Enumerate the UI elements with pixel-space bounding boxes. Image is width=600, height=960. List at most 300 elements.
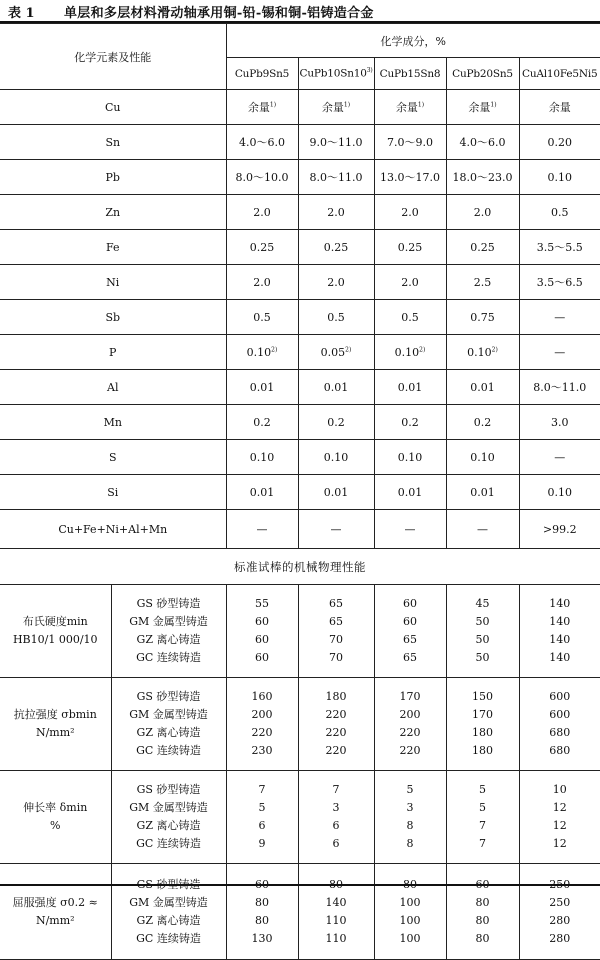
element-name: Si <box>107 486 118 499</box>
mechanical-value-cell <box>519 864 600 960</box>
mechanical-value-cell <box>374 678 446 771</box>
value-text: 2.0 <box>253 206 271 219</box>
value-text: 0.5 <box>401 311 419 324</box>
header-group-cell <box>226 24 600 58</box>
composition-value <box>446 195 519 230</box>
mechanical-value: 10 <box>520 781 600 799</box>
mechanical-value-cell <box>446 678 519 771</box>
composition-value <box>446 90 519 125</box>
bottom-rule <box>0 884 600 886</box>
composition-value <box>519 510 600 549</box>
mechanical-value: 7 <box>299 781 374 799</box>
value-text: 0.25 <box>324 241 349 254</box>
alloy-header <box>446 58 519 90</box>
mechanical-group <box>0 585 600 678</box>
value-footnote: 2) <box>419 346 425 353</box>
alloy-name: CuAl10Fe5Ni5 <box>522 68 598 80</box>
composition-value <box>298 475 374 510</box>
composition-row <box>0 230 600 265</box>
mechanical-value: 65 <box>299 613 374 631</box>
composition-value <box>446 475 519 510</box>
composition-row <box>0 405 600 440</box>
value-text: 0.10 <box>467 346 492 359</box>
composition-value <box>519 440 600 475</box>
mechanical-group <box>0 678 600 771</box>
mechanical-value: 220 <box>375 742 446 760</box>
mechanical-value: 65 <box>375 649 446 667</box>
composition-row <box>0 510 600 549</box>
alloy-name: CuPb9Sn5 <box>235 68 289 80</box>
method-cell <box>111 678 226 771</box>
mechanical-value-cell <box>519 771 600 864</box>
composition-value <box>374 405 446 440</box>
value-footnote: 1) <box>490 101 496 108</box>
mechanical-value: 65 <box>375 631 446 649</box>
property-cell <box>0 771 111 864</box>
element-name: Al <box>107 381 118 394</box>
mechanical-value: 220 <box>375 724 446 742</box>
property-cell <box>0 864 111 960</box>
element-name: Sn <box>105 136 120 149</box>
value-footnote: 2) <box>345 346 351 353</box>
mechanical-value: 6 <box>299 817 374 835</box>
composition-row <box>0 125 600 160</box>
header-group-label: 化学成分，% <box>381 35 446 48</box>
value-text: 0.2 <box>253 416 271 429</box>
composition-value <box>446 125 519 160</box>
composition-value <box>374 335 446 370</box>
alloy-header <box>374 58 446 90</box>
composition-value <box>519 300 600 335</box>
alloy-header <box>226 58 298 90</box>
value-text: 0.10 <box>324 451 349 464</box>
table-caption: 单层和多层材料滑动轴承用铜-铅-锡和铜-铝铸造合金 <box>64 2 374 21</box>
table-title <box>0 2 600 20</box>
mechanical-value: 170 <box>375 688 446 706</box>
casting-method: GC 连续铸造 <box>112 742 226 760</box>
property-line: HB10/1 000/10 <box>0 631 111 649</box>
mechanical-value-cell <box>519 585 600 678</box>
composition-value <box>519 335 600 370</box>
composition-value <box>446 160 519 195</box>
value-text: 2.0 <box>474 206 492 219</box>
mechanical-value: 60 <box>375 613 446 631</box>
mechanical-value-cell <box>226 678 298 771</box>
element-cell <box>0 370 226 405</box>
mechanical-value: 110 <box>299 930 374 948</box>
composition-row <box>0 90 600 125</box>
value-footnote: 1) <box>344 101 350 108</box>
mechanical-value: 12 <box>520 835 600 853</box>
mechanical-value: 220 <box>299 724 374 742</box>
composition-value <box>519 265 600 300</box>
value-text: 2.0 <box>327 206 345 219</box>
composition-value <box>374 90 446 125</box>
header-left-label: 化学元素及性能 <box>74 51 151 64</box>
value-text: 8.0～11.0 <box>533 381 586 394</box>
composition-value <box>298 300 374 335</box>
value-text: 余量 <box>549 101 571 114</box>
alloy-table <box>0 23 600 960</box>
mechanical-value-cell <box>298 864 374 960</box>
mechanical-value-cell <box>298 678 374 771</box>
mechanical-title-cell <box>0 549 600 585</box>
mechanical-value: 600 <box>520 706 600 724</box>
composition-value <box>446 440 519 475</box>
casting-method: GM 金属型铸造 <box>112 613 226 631</box>
value-text: 0.25 <box>470 241 495 254</box>
composition-value <box>226 300 298 335</box>
composition-value <box>298 125 374 160</box>
mechanical-value: 8 <box>375 835 446 853</box>
composition-value <box>298 90 374 125</box>
composition-value <box>226 90 298 125</box>
composition-value <box>298 510 374 549</box>
value-footnote: 2) <box>492 346 498 353</box>
value-text: 0.25 <box>398 241 423 254</box>
mechanical-value: 100 <box>375 930 446 948</box>
value-text: 2.0 <box>401 276 419 289</box>
composition-value <box>226 195 298 230</box>
value-text: 0.5 <box>551 206 569 219</box>
mechanical-value: 60 <box>375 595 446 613</box>
element-name: Cu+Fe+Ni+Al+Mn <box>58 523 167 536</box>
mechanical-value: 3 <box>375 799 446 817</box>
property-line: 布氏硬度min <box>0 613 111 631</box>
value-text: 0.10 <box>398 451 423 464</box>
mechanical-value: 280 <box>520 912 600 930</box>
value-text: 0.2 <box>327 416 345 429</box>
mechanical-value: 80 <box>227 912 298 930</box>
casting-method: GS 砂型铸造 <box>112 688 226 706</box>
casting-method: GM 金属型铸造 <box>112 706 226 724</box>
mechanical-value: 220 <box>299 706 374 724</box>
composition-row <box>0 440 600 475</box>
mechanical-value: 180 <box>299 688 374 706</box>
value-footnote: 2) <box>271 346 277 353</box>
mechanical-value: 12 <box>520 799 600 817</box>
alloy-footnote: 3) <box>367 67 373 74</box>
alloy-name: CuPb10Sn10 <box>299 68 366 80</box>
composition-value <box>298 230 374 265</box>
mechanical-value: 110 <box>299 912 374 930</box>
value-text: 2.0 <box>401 206 419 219</box>
value-text: — <box>477 523 488 536</box>
value-text: 0.10 <box>548 171 573 184</box>
mechanical-value-cell <box>298 771 374 864</box>
mechanical-value: 80 <box>447 912 519 930</box>
mechanical-value: 220 <box>227 724 298 742</box>
value-text: 3.5～5.5 <box>537 241 583 254</box>
composition-value <box>226 475 298 510</box>
element-cell <box>0 405 226 440</box>
composition-value <box>298 160 374 195</box>
value-text: 13.0～17.0 <box>380 171 440 184</box>
element-name: Mn <box>104 416 122 429</box>
method-cell <box>111 864 226 960</box>
casting-method: GM 金属型铸造 <box>112 799 226 817</box>
value-text: 0.01 <box>470 381 495 394</box>
value-text: 3.5～6.5 <box>537 276 583 289</box>
value-text: — <box>554 451 565 464</box>
composition-value <box>374 510 446 549</box>
mechanical-value: 180 <box>447 724 519 742</box>
mechanical-value: 140 <box>520 649 600 667</box>
value-text: 0.01 <box>250 381 275 394</box>
property-line: 抗拉强度 σbmin <box>0 706 111 724</box>
mechanical-value: 150 <box>447 688 519 706</box>
mechanical-value: 5 <box>447 799 519 817</box>
mechanical-value: 7 <box>447 817 519 835</box>
value-text: 0.05 <box>321 346 346 359</box>
mechanical-value: 170 <box>447 706 519 724</box>
casting-method: GZ 离心铸造 <box>112 631 226 649</box>
property-cell <box>0 585 111 678</box>
header-row-1 <box>0 24 600 58</box>
mechanical-value: 6 <box>227 817 298 835</box>
value-text: 0.01 <box>470 486 495 499</box>
value-text: 0.10 <box>250 451 275 464</box>
table-number: 表 1 <box>8 2 35 21</box>
composition-value <box>226 160 298 195</box>
element-cell <box>0 475 226 510</box>
mechanical-value-cell <box>226 864 298 960</box>
mechanical-value: 130 <box>227 930 298 948</box>
value-text: 0.75 <box>470 311 495 324</box>
mechanical-title-row <box>0 549 600 585</box>
value-text: 4.0～6.0 <box>460 136 506 149</box>
composition-value <box>226 335 298 370</box>
mechanical-value: 160 <box>227 688 298 706</box>
casting-method: GC 连续铸造 <box>112 835 226 853</box>
value-text: 0.5 <box>327 311 345 324</box>
mechanical-value: 5 <box>375 781 446 799</box>
composition-value <box>519 475 600 510</box>
element-cell <box>0 125 226 160</box>
composition-value <box>446 510 519 549</box>
mechanical-value: 680 <box>520 742 600 760</box>
mechanical-value: 230 <box>227 742 298 760</box>
alloy-header <box>298 58 374 90</box>
element-name: P <box>109 346 116 359</box>
value-text: 0.10 <box>470 451 495 464</box>
composition-row <box>0 335 600 370</box>
composition-value <box>446 335 519 370</box>
value-text: 0.01 <box>324 381 349 394</box>
element-name: Pb <box>106 171 120 184</box>
mechanical-value: 3 <box>299 799 374 817</box>
method-cell <box>111 585 226 678</box>
mechanical-value: 80 <box>447 930 519 948</box>
value-text: 0.25 <box>250 241 275 254</box>
mechanical-group <box>0 864 600 960</box>
mechanical-value: 140 <box>520 631 600 649</box>
element-cell <box>0 90 226 125</box>
value-text: — <box>554 346 565 359</box>
mechanical-value: 12 <box>520 817 600 835</box>
value-text: — <box>554 311 565 324</box>
value-text: 0.01 <box>398 381 423 394</box>
casting-method: GC 连续铸造 <box>112 649 226 667</box>
composition-value <box>226 125 298 160</box>
mechanical-value: 60 <box>227 631 298 649</box>
mechanical-value: 50 <box>447 631 519 649</box>
value-text: 18.0～23.0 <box>453 171 513 184</box>
value-text: 2.0 <box>327 276 345 289</box>
composition-value <box>519 160 600 195</box>
mechanical-value: 9 <box>227 835 298 853</box>
mechanical-value-cell <box>226 771 298 864</box>
mechanical-value-cell <box>374 864 446 960</box>
mechanical-value-cell <box>446 585 519 678</box>
casting-method: GM 金属型铸造 <box>112 894 226 912</box>
value-text: 0.01 <box>398 486 423 499</box>
mechanical-value: 220 <box>299 742 374 760</box>
composition-value <box>374 300 446 335</box>
mechanical-value: 100 <box>375 912 446 930</box>
mechanical-value: 200 <box>227 706 298 724</box>
composition-value <box>374 370 446 405</box>
mechanical-value: 600 <box>520 688 600 706</box>
casting-method: GZ 离心铸造 <box>112 817 226 835</box>
composition-value <box>226 230 298 265</box>
mechanical-value: 55 <box>227 595 298 613</box>
value-text: — <box>331 523 342 536</box>
mechanical-value: 280 <box>520 930 600 948</box>
composition-value <box>298 265 374 300</box>
element-name: S <box>109 451 117 464</box>
composition-row <box>0 370 600 405</box>
composition-value <box>298 370 374 405</box>
mechanical-value: 70 <box>299 649 374 667</box>
value-text: — <box>257 523 268 536</box>
composition-value <box>519 195 600 230</box>
mechanical-value: 140 <box>520 595 600 613</box>
element-cell <box>0 265 226 300</box>
mechanical-value-cell <box>446 864 519 960</box>
value-text: 8.0～11.0 <box>310 171 363 184</box>
composition-value <box>226 510 298 549</box>
mechanical-value: 60 <box>227 649 298 667</box>
composition-value <box>374 160 446 195</box>
composition-value <box>519 230 600 265</box>
composition-value <box>374 195 446 230</box>
mechanical-value: 5 <box>227 799 298 817</box>
value-text: >99.2 <box>543 523 577 536</box>
composition-value <box>446 265 519 300</box>
composition-value <box>519 90 600 125</box>
mechanical-value: 80 <box>447 894 519 912</box>
composition-value <box>519 125 600 160</box>
mechanical-value-cell <box>374 771 446 864</box>
property-line: N/mm² <box>0 912 111 930</box>
mechanical-value-cell <box>226 585 298 678</box>
composition-value <box>298 335 374 370</box>
value-text: 0.2 <box>401 416 419 429</box>
composition-value <box>374 125 446 160</box>
value-text: 0.10 <box>548 486 573 499</box>
composition-value <box>374 440 446 475</box>
casting-method: GS 砂型铸造 <box>112 595 226 613</box>
mechanical-value: 7 <box>227 781 298 799</box>
mechanical-value: 70 <box>299 631 374 649</box>
composition-value <box>298 405 374 440</box>
mechanical-value: 80 <box>227 894 298 912</box>
element-cell <box>0 195 226 230</box>
header-left-cell <box>0 24 226 90</box>
value-text: 0.10 <box>395 346 420 359</box>
mechanical-value: 50 <box>447 613 519 631</box>
mechanical-value: 200 <box>375 706 446 724</box>
composition-row <box>0 300 600 335</box>
composition-value <box>519 405 600 440</box>
mechanical-group <box>0 771 600 864</box>
composition-value <box>374 230 446 265</box>
mechanical-value: 140 <box>520 613 600 631</box>
mechanical-value: 7 <box>447 835 519 853</box>
mechanical-value-cell <box>374 585 446 678</box>
element-cell <box>0 440 226 475</box>
element-name: Ni <box>106 276 119 289</box>
composition-value <box>298 195 374 230</box>
alloy-name: CuPb20Sn5 <box>452 68 513 80</box>
mechanical-value: 8 <box>375 817 446 835</box>
value-text: 2.5 <box>474 276 492 289</box>
composition-value <box>519 370 600 405</box>
casting-method: GZ 离心铸造 <box>112 912 226 930</box>
element-name: Fe <box>106 241 120 254</box>
composition-value <box>446 405 519 440</box>
mechanical-title: 标准试棒的机械物理性能 <box>234 560 366 574</box>
mechanical-value: 45 <box>447 595 519 613</box>
composition-value <box>226 440 298 475</box>
value-text: — <box>405 523 416 536</box>
composition-value <box>446 230 519 265</box>
mechanical-value: 180 <box>447 742 519 760</box>
method-cell <box>111 771 226 864</box>
composition-value <box>226 265 298 300</box>
value-text: 余量 <box>468 101 490 114</box>
mechanical-value: 65 <box>299 595 374 613</box>
value-text: 余量 <box>396 101 418 114</box>
composition-value <box>446 370 519 405</box>
value-text: 2.0 <box>253 276 271 289</box>
mechanical-value: 680 <box>520 724 600 742</box>
property-line: 伸长率 δmin <box>0 799 111 817</box>
mechanical-value: 60 <box>227 613 298 631</box>
composition-row <box>0 265 600 300</box>
mechanical-value: 50 <box>447 649 519 667</box>
composition-value <box>374 475 446 510</box>
value-text: 0.2 <box>474 416 492 429</box>
element-name: Zn <box>105 206 120 219</box>
element-cell <box>0 335 226 370</box>
composition-value <box>374 265 446 300</box>
value-text: 9.0～11.0 <box>310 136 363 149</box>
mechanical-value-cell <box>298 585 374 678</box>
composition-row <box>0 160 600 195</box>
element-cell <box>0 300 226 335</box>
mechanical-value: 250 <box>520 894 600 912</box>
mechanical-value: 100 <box>375 894 446 912</box>
composition-value <box>446 300 519 335</box>
mechanical-value: 140 <box>299 894 374 912</box>
casting-method: GC 连续铸造 <box>112 930 226 948</box>
property-line: % <box>0 817 111 835</box>
value-footnote: 1) <box>270 101 276 108</box>
property-line: 屈服强度 σ0.2 ≈ <box>0 894 111 912</box>
value-footnote: 1) <box>418 101 424 108</box>
